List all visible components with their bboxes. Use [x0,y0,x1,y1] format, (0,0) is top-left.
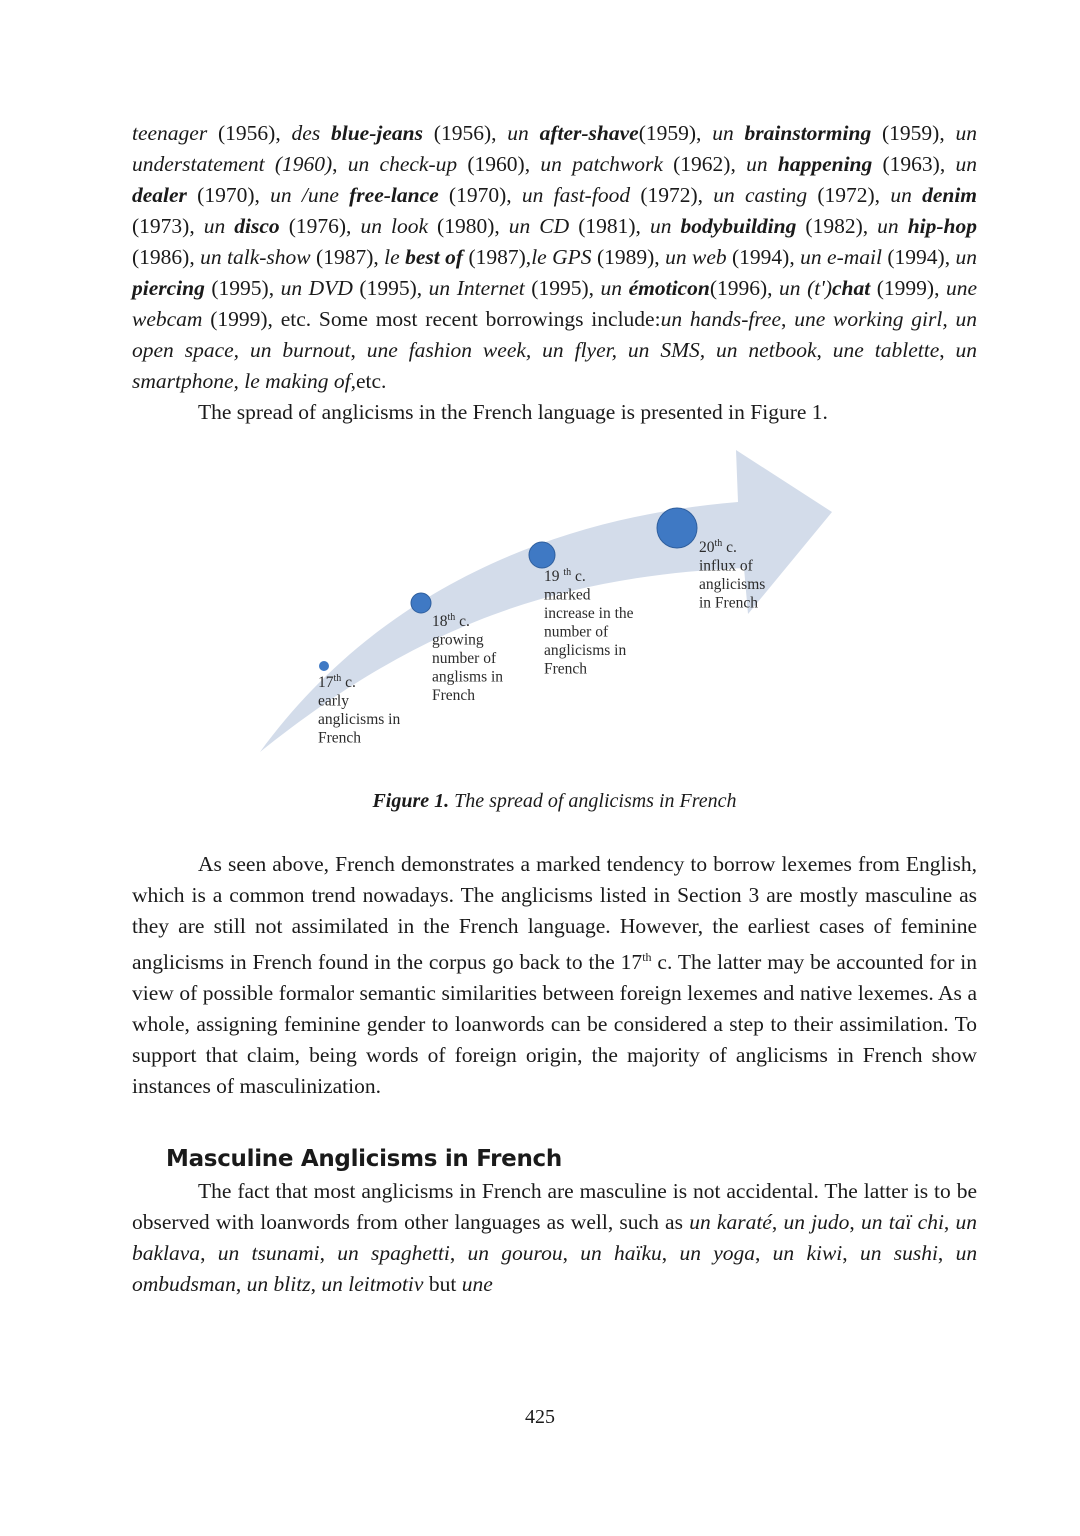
text-run: un smartphone, le making of [132,338,978,393]
text-run: happening [777,152,873,176]
text-run: after-shave [539,121,639,145]
text-run: un [507,121,540,145]
text-run: , [755,1241,773,1266]
text-run: (1981), [569,214,650,238]
text-run: un [890,183,923,207]
milestone-dot-3 [529,542,555,568]
text-run: (1995), [524,276,601,300]
text-run: , [943,1210,956,1235]
text-run: émoticon [628,276,710,300]
text-run: , [350,338,367,362]
text-run: un web [665,245,727,269]
text-run: best of [405,245,464,269]
text-run: un taï chi [861,1210,944,1235]
text-run: , [849,1210,862,1235]
text-run: (1972), [630,183,714,207]
text-run: un [877,214,908,238]
text-run: , [562,1241,581,1266]
text-run: un baklava [132,1210,978,1266]
text-run: (1996), [709,276,780,300]
text-run: un CD [508,214,570,238]
figure-1-diagram [132,442,977,787]
paragraph-masculine-anglicisms [132,1176,977,1300]
text-run: un [955,245,978,269]
milestone-line: French [318,729,362,747]
milestone-label-2 [432,612,503,704]
page-number: 425 [525,1406,555,1428]
text-run: free-lance [349,183,439,207]
text-run: une fashion week, un flyer, un SMS, un netbook [366,338,817,362]
text-run: , [235,1272,247,1297]
text-run: chat [831,276,871,300]
milestone-line: growing [432,631,484,649]
section-heading: Masculine Anglicisms in French [166,1146,562,1173]
text-run: (1962), [662,152,747,176]
milestone-line: increase in the [544,605,634,622]
text-run: un [955,152,977,176]
text-run: (1995), [204,276,281,300]
text-run: une [461,1272,493,1297]
text-run: hip-hop [907,214,977,238]
paragraph-3-text-a: As seen above, French demonstrates a marked tendency to borrow lexemes from English, which is a common trend nowadays. The anglicisms listed in Section 3 are mostly masculine as they are still not assimilated in the French language. However, the earliest cases of feminine anglicisms in French found in the corpus go back to the 17 [132,852,977,975]
text-run: , [200,1241,218,1266]
milestone-line: number of [432,650,497,667]
milestone-line: in French [699,594,758,612]
text-run: un judo [783,1210,850,1235]
text-run: denim [922,183,978,207]
text-run: (1960), [457,152,541,176]
text-run: (1959), [638,121,713,145]
text-run: un kiwi [772,1241,843,1266]
text-run: des [291,121,331,145]
text-run: le [384,245,406,269]
text-run: un [203,214,235,238]
text-run: , [771,1210,784,1235]
text-run: (1956), [422,121,508,145]
text-run: un (t') [779,276,832,300]
text-run: le GPS [531,245,592,269]
text-run: , [781,307,795,331]
text-run: un check-up [347,152,458,176]
text-run: un [746,152,778,176]
text-run: un casting [713,183,808,207]
figure-1 [132,442,977,787]
text-run: (1963), [872,152,956,176]
milestone-line: anglicisms in [318,711,401,728]
text-run: (1995), [352,276,429,300]
figure-caption [132,787,977,815]
text-run: (1982), [796,214,878,238]
text-run: brainstorming [744,121,872,145]
text-run: un [649,214,681,238]
milestone-dot-1 [318,660,330,672]
text-run: (1959), [871,121,956,145]
text-run: un sushi [859,1241,938,1266]
text-run: , [449,1241,468,1266]
text-run: un spaghetti [337,1241,450,1266]
text-run: un [712,121,745,145]
milestone-century: 20th c. [699,538,737,556]
text-run: , [661,1241,680,1266]
text-run: ,etc. [350,369,387,393]
milestone-dot-4 [657,508,697,548]
text-run: un ombudsman [132,1241,978,1297]
text-run: dealer [132,183,187,207]
text-run: (1970), [186,183,271,207]
text-run: (1980), [428,214,509,238]
text-run: un haïku [580,1241,662,1266]
milestone-line: early [318,692,349,710]
text-run: (1986), [132,245,201,269]
text-run: un e-mail [800,245,882,269]
text-run: un fast-food [521,183,631,207]
text-run: , [310,1272,322,1297]
milestone-line: influx of [699,557,753,575]
text-run: (1994), [881,245,956,269]
text-run: un DVD [280,276,353,300]
milestone-century: 19 $^{th}$ c. [544,567,586,585]
text-run: but [423,1272,462,1297]
milestone-century: 17th c. [318,673,356,691]
milestone-line: French [544,660,588,678]
text-run: (1999), etc. Some most recent borrowings include: [202,307,661,331]
text-run: (1972), [807,183,891,207]
text-run: (1956), [207,121,292,145]
text-run: bodybuilding [680,214,797,238]
text-run: un karaté [689,1210,772,1235]
text-run: un yoga [679,1241,756,1266]
text-run: une tablette [832,338,940,362]
text-run: , [319,1241,338,1266]
milestone-century: 18th c. [432,612,470,630]
text-run: un hands-free [660,307,782,331]
text-run: (1973), [132,214,204,238]
text-run: (1987), [463,245,532,269]
milestone-line: French [432,687,476,704]
milestone-line: marked [544,586,591,604]
text-run: (1994), [726,245,801,269]
text-run: un gourou [467,1241,563,1266]
text-run: (1989), [591,245,666,269]
text-run: , [937,1241,956,1266]
text-run: , [332,152,348,176]
paragraph-3-text-b: c. The latter may be accounted for in view of possible formalor semantic similarities between foreign lexemes and native lexemes. As a whole, assigning feminine gender to loanwords can be considered a step to their assimilation. To support that claim, being words of foreign origin, the majority of anglicisms in French show instances of masculinization. [132,950,977,1099]
text-run: (1987), [310,245,385,269]
figure-caption-text: The spread of anglicisms in French [449,790,737,812]
text-run: piercing [132,276,205,300]
text-run: un blitz [246,1272,311,1297]
page-body [132,118,977,1300]
text-run: , [939,338,956,362]
milestone-line: anglicisms [699,576,766,593]
milestone-line: number of [544,623,609,641]
milestone-line: anglicisms in [544,642,627,659]
text-run: The fact that most anglicisms in French are masculine is not accidental. The latter is to be observed with loanwords from other languages as well, such as [132,1179,977,1235]
text-run: teenager [132,121,208,145]
figure-caption-label: Figure 1. [372,790,450,812]
text-run: (1976), [279,214,361,238]
milestone-label-1 [318,673,400,747]
text-run: blue-jeans [331,121,423,145]
text-run: (1999), [870,276,946,300]
paragraph-gender-discussion [132,849,977,1102]
paragraph-figure-intro: The spread of anglicisms in the French language is presented in Figure 1. [198,400,828,424]
text-run: , [816,338,833,362]
text-run: un /une [270,183,350,207]
text-run: disco [234,214,280,238]
text-run: un [600,276,629,300]
milestone-line: anglisms in [432,668,504,686]
text-run: une webcam [132,276,978,331]
text-run: , [842,1241,860,1266]
text-run: un tsunami [217,1241,320,1266]
text-run: un look [360,214,428,238]
text-run: une working girl, un open space, un burnout [132,307,978,362]
text-run: un understatement (1960) [132,121,978,176]
paragraph-3-sup: th [642,950,652,964]
text-run: un Internet [428,276,525,300]
text-run: un leitmotiv [321,1272,424,1297]
milestone-dot-2 [411,593,431,613]
text-run: un patchwork [540,152,663,176]
text-run: (1970), [438,183,522,207]
text-run: un talk-show [200,245,311,269]
paragraph-loanword-list [132,118,977,397]
